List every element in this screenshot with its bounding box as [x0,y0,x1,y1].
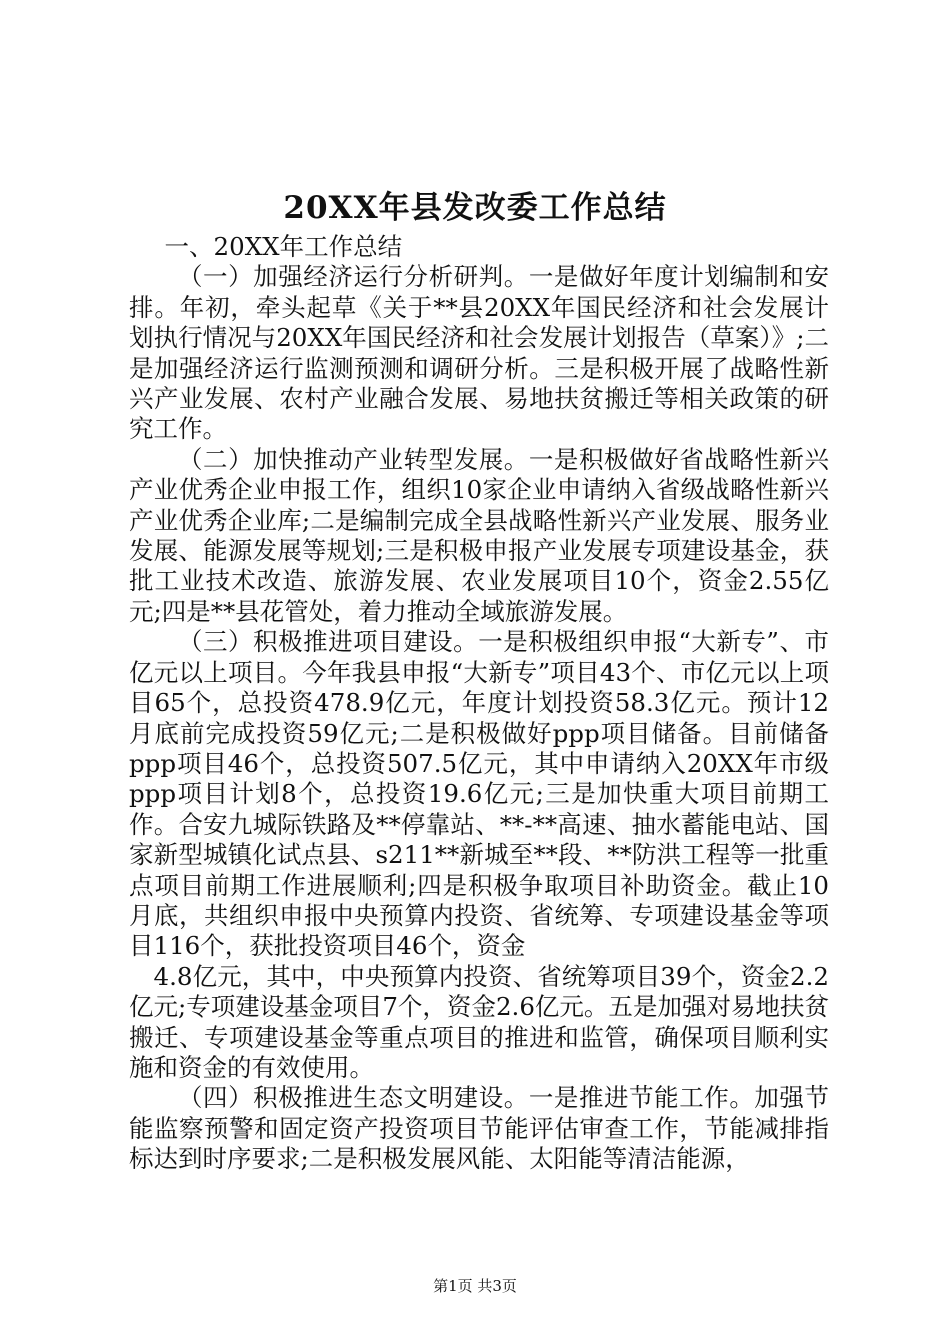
page-footer: 第1页 共3页 [433,1277,517,1295]
paragraph-industry-transformation: （二）加快推动产业转型发展。一是积极做好省战略性新兴产业优秀企业申报工作，组织10家企业申请纳入省级战略性新兴产业优秀企业库;二是编制完成全县战略性新兴产业发展、服务业发展、能源发展等规划;三是积极申报产业发展专项建设基金，获批工业技术改造、旅游发展、农业发展项目10个，资金2.55亿元;四是**县花管处，着力推动全域旅游发展。 [129,444,829,626]
paragraph-project-funding-continued: 4.8亿元，其中，中央预算内投资、省统筹项目39个，资金2.2亿元;专项建设基金项目7个，资金2.6亿元。五是加强对易地扶贫搬迁、专项建设基金等重点项目的推进和监管，确保项目顺利实施和资金的有效使用。 [129,961,829,1082]
paragraph-project-construction: （三）积极推进项目建设。一是积极组织申报“大新专”、市亿元以上项目。今年我县申报“大新专”项目43个、市亿元以上项目65个，总投资478.9亿元，年度计划投资58.3亿元。预计12月底前完成投资59亿元;二是积极做好ppp项目储备。目前储备ppp项目46个，总投资507.5亿元，其中申请纳入20XX年市级ppp项目计划8个，总投资19.6亿元;三是加快重大项目前期工作。合安九城际铁路及**停靠站、**-**高速、抽水蓄能电站、国家新型城镇化试点县、s211**新城至**段、**防洪工程等一批重点项目前期工作进展顺利;四是积极争取项目补助资金。截止10月底，共组织申报中央预算内投资、省统筹、专项建设基金等项目116个，获批投资项目46个，资金 [129,627,829,961]
document-body [129,232,829,1175]
paragraph-economic-analysis: （一）加强经济运行分析研判。一是做好年度计划编制和安排。年初，牵头起草《关于**县20XX年国民经济和社会发展计划执行情况与20XX年国民经济和社会发展计划报告（草案）》;二是加强经济运行监测预测和调研分析。三是积极开展了战略性新兴产业发展、农村产业融合发展、易地扶贫搬迁等相关政策的研究工作。 [129,262,829,444]
document-title: 20XX年县发改委工作总结 [283,190,667,226]
paragraph-ecological-civilization: （四）积极推进生态文明建设。一是推进节能工作。加强节能监察预警和固定资产投资项目节能评估审查工作，节能减排指标达到时序要求;二是积极发展风能、太阳能等清洁能源， [129,1083,829,1174]
section-heading: 一、20XX年工作总结 [164,232,403,261]
